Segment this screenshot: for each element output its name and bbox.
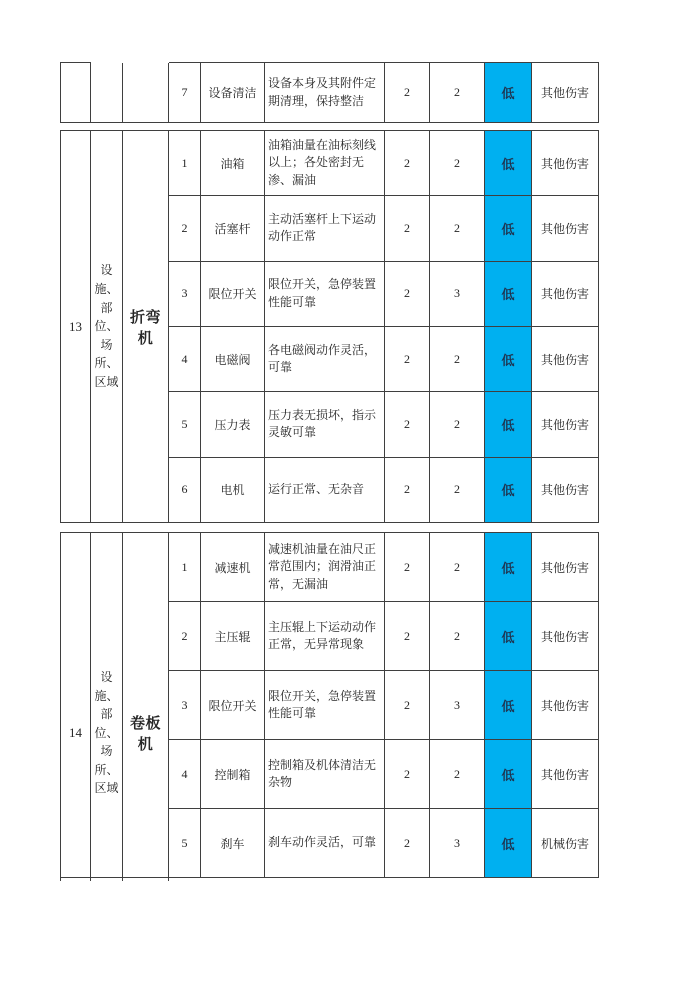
table-row: [169, 262, 598, 327]
table-row: [169, 809, 598, 877]
table-row: [169, 196, 598, 261]
cutoff-gridline-stub: [122, 877, 123, 881]
area-category-cell: 设施、部位、场所、区域: [91, 131, 123, 522]
cell-value-s: 3: [430, 809, 485, 877]
cell-value-l: 2: [385, 327, 430, 391]
cell-hazard-type: 其他伤害: [540, 417, 589, 432]
table-row: [169, 63, 598, 122]
cutoff-gridline-stub: [60, 877, 61, 881]
cell-hazard-type: 其他伤害: [540, 483, 589, 498]
area-category-cell: 设施、部位、场所、区域: [91, 533, 123, 877]
cell-hazard-type: 其他伤害: [540, 629, 589, 644]
cell-hazard-type: 其他伤害: [540, 560, 589, 575]
cell-item-no: 3: [169, 262, 201, 326]
table-section-13: [60, 130, 599, 523]
cell-value-s: 2: [430, 392, 485, 456]
cell-hazard-type: 其他伤害: [540, 86, 589, 100]
cell-item-no: 2: [169, 196, 201, 260]
cell-item-no: 5: [169, 809, 201, 877]
area-category-cell: [91, 63, 123, 122]
table-row: [169, 458, 598, 522]
table-row: [169, 533, 598, 602]
section-number-cell: [61, 63, 91, 122]
cell-risk-level: 低: [485, 809, 532, 877]
cell-value-s: 2: [430, 196, 485, 260]
cell-standard-desc: 主压辊上下运动动作正常，无异常现象: [265, 602, 385, 670]
cell-risk-level: 低: [485, 131, 532, 195]
cell-value-l: 2: [385, 740, 430, 808]
merged-cell-continuation-gap: [91, 62, 169, 63]
cell-risk-level: 低: [485, 63, 532, 122]
section-number-cell: 13: [61, 131, 91, 522]
cutoff-gridline-stub: [90, 877, 91, 881]
cell-value-l: 2: [385, 602, 430, 670]
cell-item-no: 1: [169, 131, 201, 195]
cell-value-s: 2: [430, 533, 485, 601]
table-section-partial: [60, 62, 599, 123]
table-section-14: [60, 532, 599, 878]
cell-value-s: 2: [430, 602, 485, 670]
cell-value-s: 2: [430, 327, 485, 391]
cell-value-l: 2: [385, 392, 430, 456]
cell-value-l: 2: [385, 196, 430, 260]
cell-item-name: 活塞杆: [201, 196, 265, 260]
cell-risk-level: 低: [485, 262, 532, 326]
cell-standard-desc: 主动活塞杆上下运动动作正常: [265, 196, 385, 260]
table-row: [169, 740, 598, 809]
cell-item-name: 油箱: [201, 131, 265, 195]
cell-item-no: 7: [169, 63, 201, 122]
cell-risk-level: 低: [485, 740, 532, 808]
cell-item-no: 2: [169, 602, 201, 670]
table-row: [169, 392, 598, 457]
cell-value-s: 3: [430, 671, 485, 739]
table-row: [169, 327, 598, 392]
cell-item-no: 4: [169, 327, 201, 391]
cell-hazard-type: 其他伤害: [540, 698, 589, 713]
cell-standard-desc: 运行正常、无杂音: [265, 458, 385, 522]
section-rows: [169, 533, 598, 877]
cell-hazard-type: 其他伤害: [540, 287, 589, 302]
cell-risk-level: 低: [485, 327, 532, 391]
cell-standard-desc: 控制箱及机体清洁无杂物: [265, 740, 385, 808]
cell-standard-desc: 限位开关，急停装置性能可靠: [265, 262, 385, 326]
cell-hazard-type: 其他伤害: [540, 221, 589, 236]
cell-item-name: 限位开关: [201, 671, 265, 739]
section-number-cell: 14: [61, 533, 91, 877]
cell-value-s: 3: [430, 262, 485, 326]
section-rows: [169, 63, 598, 122]
cell-value-l: 2: [385, 262, 430, 326]
cell-risk-level: 低: [485, 392, 532, 456]
cell-standard-desc: 油箱油量在油标刻线以上；各处密封无渗、漏油: [265, 131, 385, 195]
cell-risk-level: 低: [485, 458, 532, 522]
table-row: [169, 671, 598, 740]
cell-hazard-type: 其他伤害: [540, 767, 589, 782]
cell-hazard-type: 机械伤害: [540, 836, 589, 851]
cell-value-s: 2: [430, 458, 485, 522]
cell-value-s: 2: [430, 131, 485, 195]
cell-standard-desc: 刹车动作灵活，可靠: [265, 809, 385, 877]
cell-item-no: 5: [169, 392, 201, 456]
cell-value-l: 2: [385, 63, 430, 122]
cell-standard-desc: 设备本身及其附件定期清理，保持整洁: [265, 63, 385, 122]
cell-value-s: 2: [430, 740, 485, 808]
cell-item-name: 控制箱: [201, 740, 265, 808]
cell-item-name: 刹车: [201, 809, 265, 877]
cell-hazard-type: 其他伤害: [540, 352, 589, 367]
machine-name-cell: [123, 63, 169, 122]
cell-standard-desc: 限位开关，急停装置性能可靠: [265, 671, 385, 739]
cell-item-name: 压力表: [201, 392, 265, 456]
cutoff-gridline-stub: [168, 877, 169, 881]
cell-hazard-type: 其他伤害: [540, 156, 589, 171]
cell-standard-desc: 各电磁阀动作灵活，可靠: [265, 327, 385, 391]
cell-item-no: 6: [169, 458, 201, 522]
cell-value-l: 2: [385, 809, 430, 877]
cell-value-s: 2: [430, 63, 485, 122]
cell-item-name: 限位开关: [201, 262, 265, 326]
section-rows: [169, 131, 598, 522]
cell-value-l: 2: [385, 458, 430, 522]
cell-item-name: 设备清洁: [201, 63, 265, 122]
cell-item-name: 减速机: [201, 533, 265, 601]
table-row: [169, 131, 598, 196]
cell-item-no: 4: [169, 740, 201, 808]
cell-risk-level: 低: [485, 671, 532, 739]
table-row: [169, 602, 598, 671]
cell-standard-desc: 压力表无损坏，指示灵敏可靠: [265, 392, 385, 456]
cell-value-l: 2: [385, 671, 430, 739]
machine-name-cell: 卷板机: [123, 533, 169, 877]
cell-value-l: 2: [385, 131, 430, 195]
cell-value-l: 2: [385, 533, 430, 601]
cell-risk-level: 低: [485, 533, 532, 601]
cell-item-no: 1: [169, 533, 201, 601]
cell-item-name: 电机: [201, 458, 265, 522]
cell-item-name: 电磁阀: [201, 327, 265, 391]
cell-item-name: 主压辊: [201, 602, 265, 670]
cell-risk-level: 低: [485, 196, 532, 260]
cell-item-no: 3: [169, 671, 201, 739]
cell-standard-desc: 减速机油量在油尺正常范围内；润滑油正常，无漏油: [265, 533, 385, 601]
machine-name-cell: 折弯机: [123, 131, 169, 522]
cell-risk-level: 低: [485, 602, 532, 670]
